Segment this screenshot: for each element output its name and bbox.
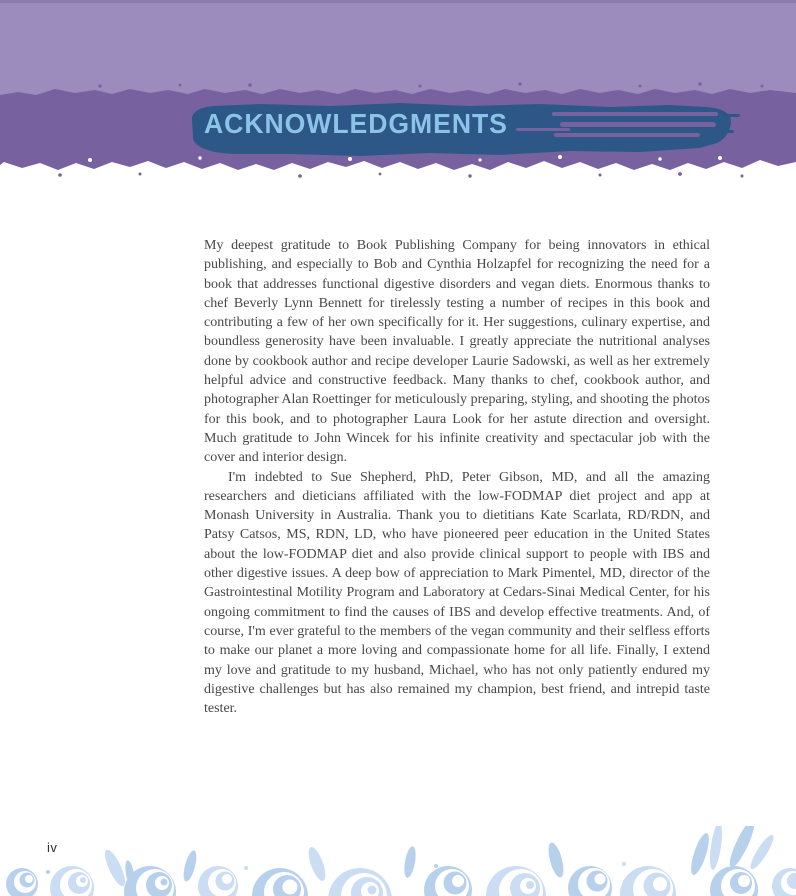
page-title: ACKNOWLEDGMENTS <box>204 108 508 139</box>
paragraph-2: I'm indebted to Sue Shepherd, PhD, Peter Gibson, MD, and all the amazing researchers and dieticians affiliated with the low-FODMAP diet project and app at Monash University in Australia. Thank you to dietitians Kate Scarlata, RD/RDN, and Patsy Catsos, MS, RDN, LD, who have pioneered peer education in the United States about the low-FODMAP diet and also provide clinical support to people with IBS and other digestive issues. A deep bow of appreciation to Mark Pimentel, MD, director of the Gastrointestinal Motility Program and Laboratory at Cedars-Sinai Medical Center, for his ongoing commitment to find the causes of IBS and develop effective treatments. And, of course, I'm ever grateful to the members of the vegan community and their selfless efforts to make our planet a more loving and compassionate home for all life. Finally, I extend my love and gratitude to my husband, Michael, who has not only patiently endured my digestive challenges but has also remained my champion, best friend, and intrepid taste tester. <box>204 469 710 717</box>
header-brush-art <box>0 0 796 200</box>
floral-flourish-decoration <box>0 826 796 896</box>
acknowledgments-text <box>204 236 710 718</box>
paragraph-1: My deepest gratitude to Book Publishing Company for being innovators in ethical publishing, and especially to Bob and Cynthia Holzapfel for recognizing the need for a book that addresses functional digestive disorders and vegan diets. Enormous thanks to chef Beverly Lynn Bennett for tirelessly testing a number of recipes in this book and contributing a few of her own specifically for it. Her suggestions, culinary expertise, and boundless generosity have been invaluable. I greatly appreciate the nutritional analyses done by cookbook author and recipe developer Laurie Sadowski, as well as her extremely helpful advice and constructive feedback. Many thanks to chef, cookbook author, and photographer Alan Roettinger for meticulously preparing, styling, and shooting the photos for this book, and to photographer Laura Look for her astute direction and oversight. Much gratitude to John Wincek for his infinite creativity and spectacular job with the cover and interior design. <box>204 238 710 466</box>
header-banner <box>0 0 796 200</box>
page-number: iv <box>47 840 58 855</box>
